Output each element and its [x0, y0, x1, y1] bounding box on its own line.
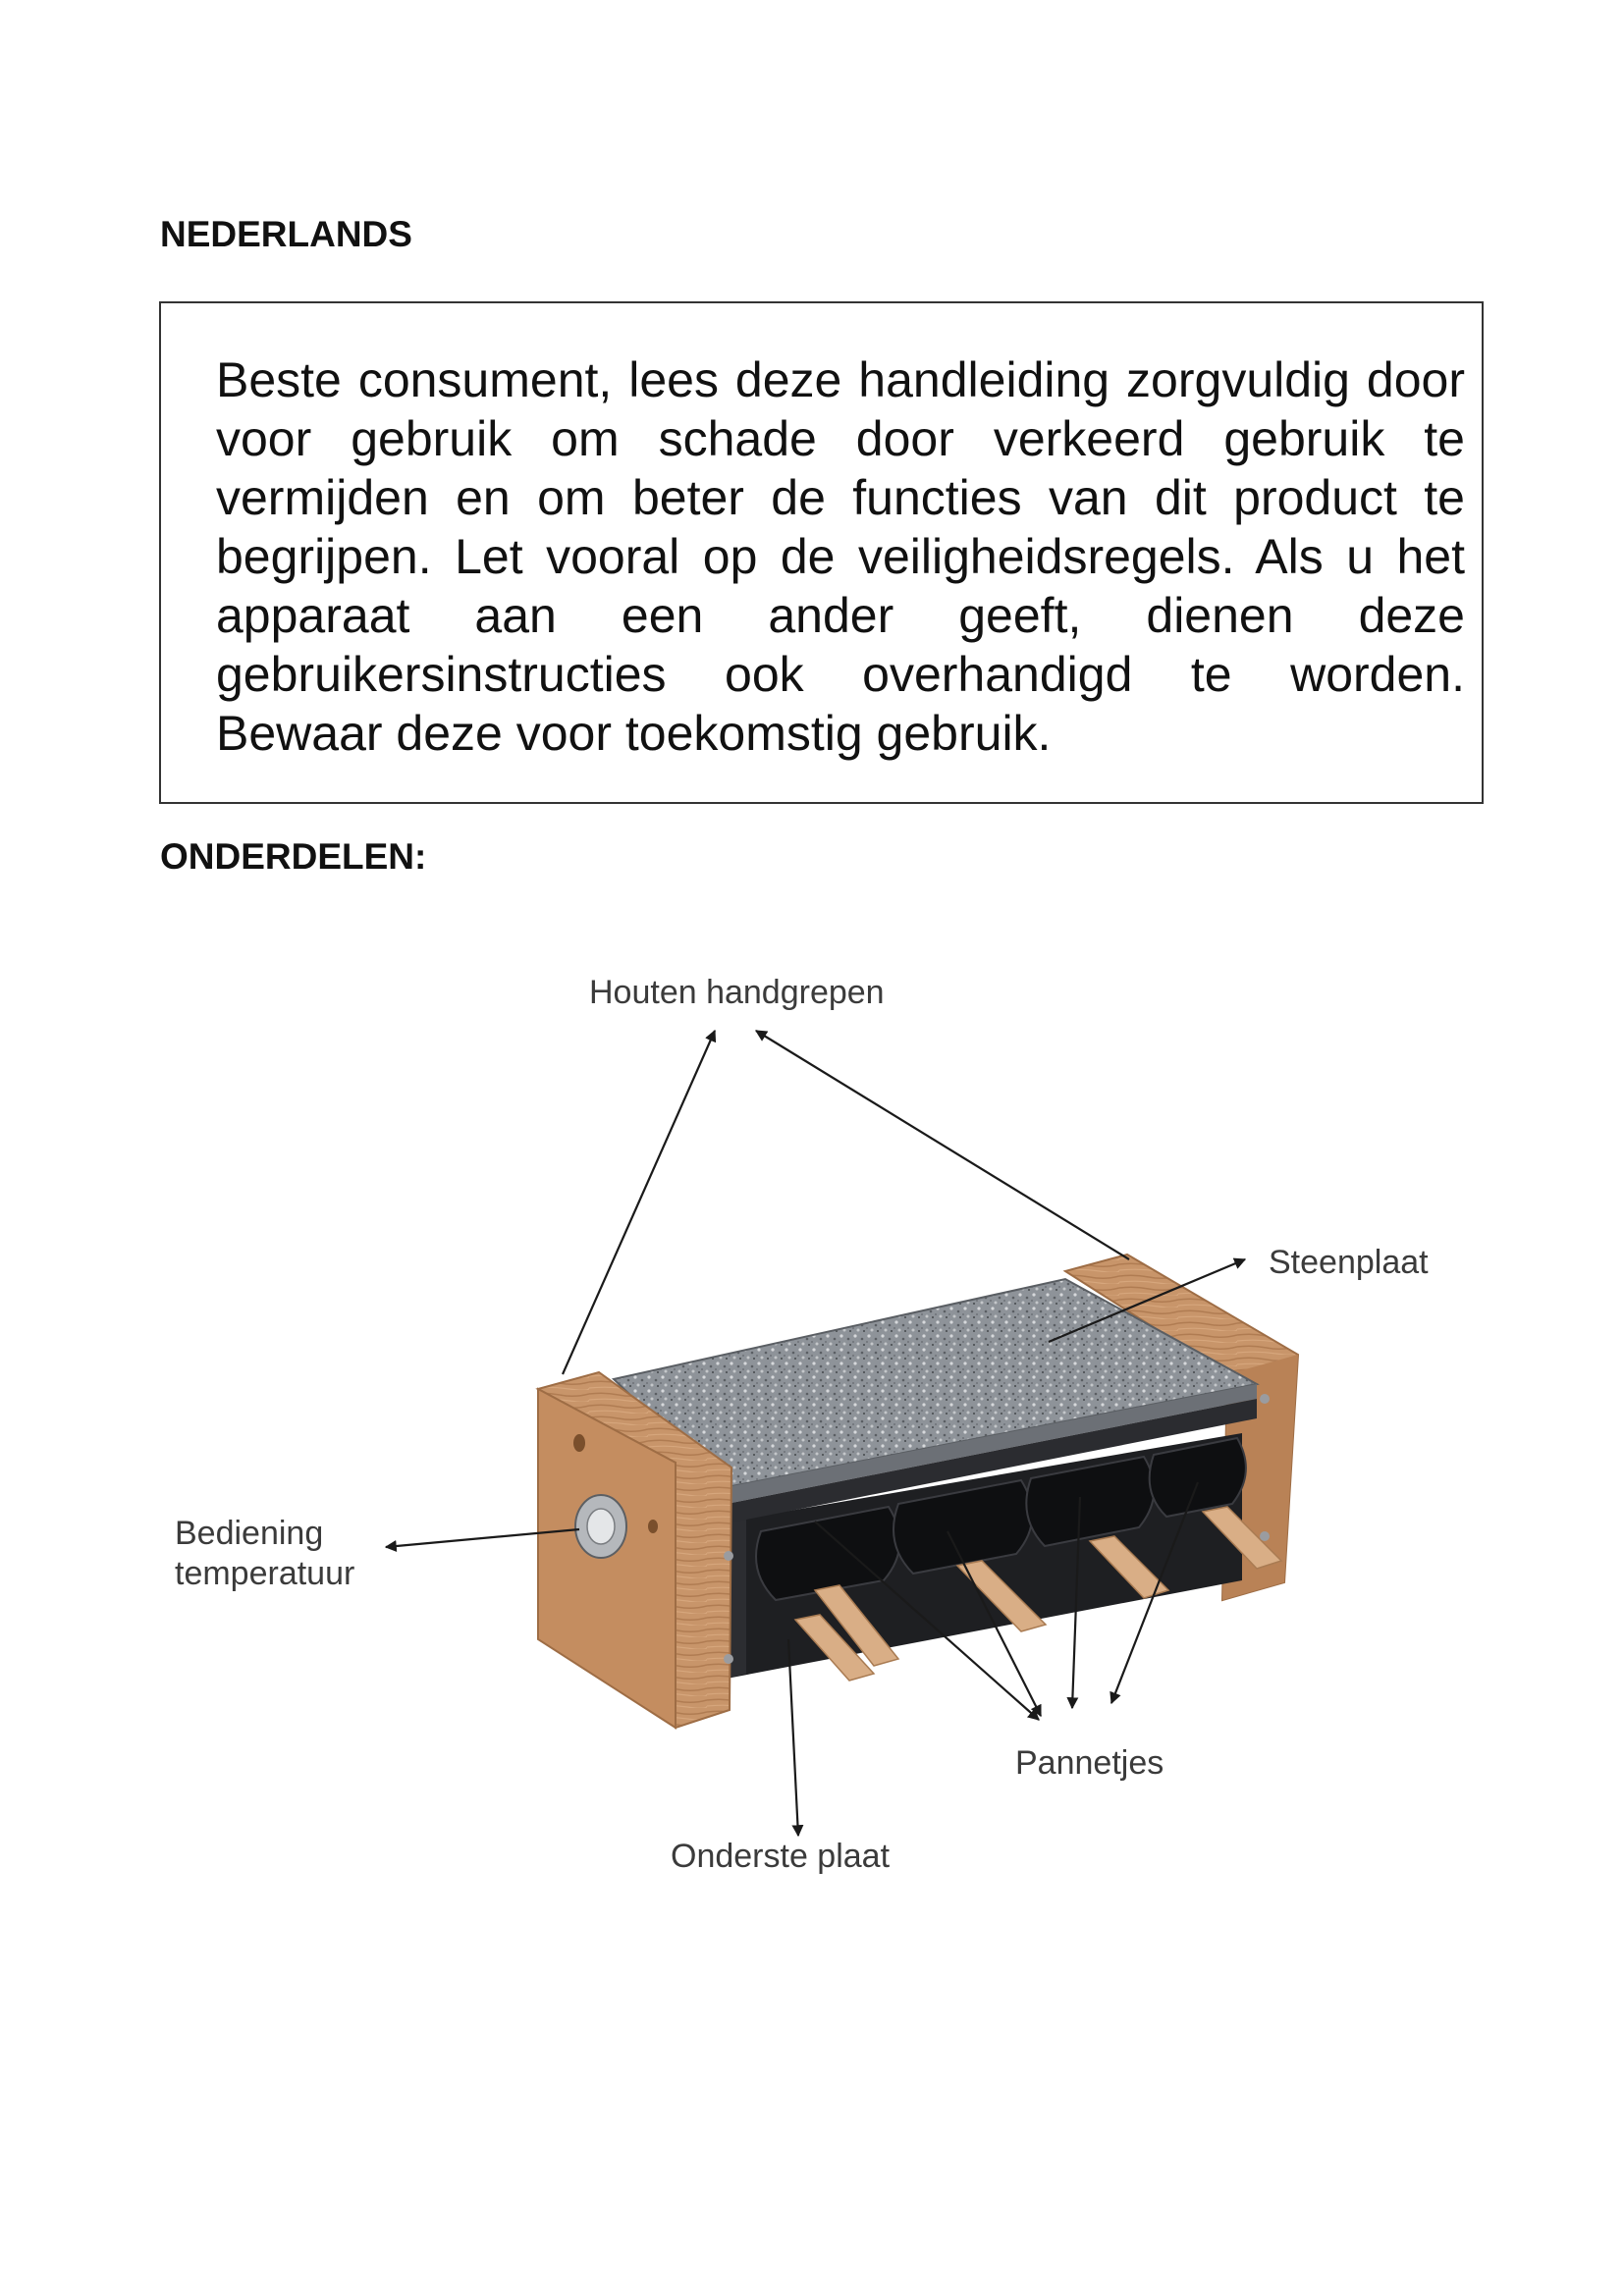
parts-heading: ONDERDELEN: — [160, 836, 427, 877]
label-bottom-plate: Onderste plaat — [671, 1838, 891, 1875]
arrow-bottom-plate — [788, 1639, 798, 1836]
temperature-knob — [575, 1495, 626, 1558]
notice-text: Beste consument, lees deze handleiding zorgvuldig door voor gebruik om schade door verkeerd gebruik te vermijden en om beter de functies van dit product te begrijpen. Let vooral op de veiligheidsregels. Als u het apparaat aan een ander geeft, dienen deze gebruikersinstructies ook overhandigd te worden. Bewaar deze voor toekomstig gebruik. — [216, 352, 1465, 761]
language-heading: NEDERLANDS — [160, 214, 412, 254]
label-temperature-line1: Bediening — [175, 1515, 324, 1552]
bolt — [1260, 1394, 1270, 1404]
bolt — [1260, 1531, 1270, 1541]
raclette-parts-diagram — [0, 933, 1624, 1914]
arrow-handles-right — [756, 1031, 1129, 1259]
arrow-handles-left — [563, 1031, 715, 1374]
label-pans: Pannetjes — [1015, 1744, 1164, 1782]
label-wooden-handles: Houten handgrepen — [589, 974, 885, 1011]
label-temperature-line2: temperatuur — [175, 1555, 355, 1592]
label-stone-plate: Steenplaat — [1269, 1244, 1429, 1281]
notice-box — [159, 301, 1484, 804]
